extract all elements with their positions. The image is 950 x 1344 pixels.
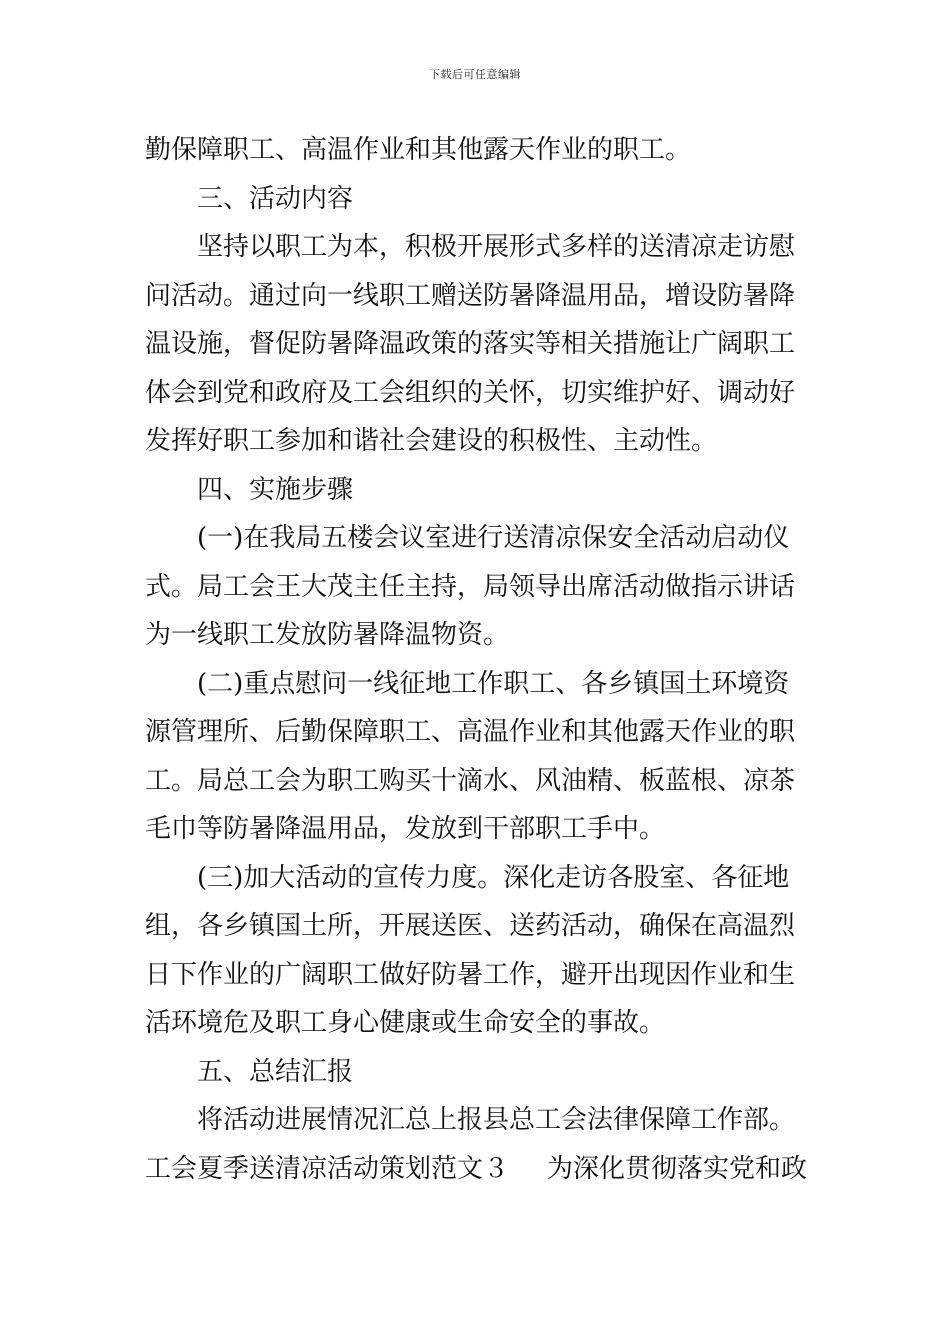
paragraph-line: 毛巾等防暑降温用品，发放到干部职工手中。 (145, 814, 666, 844)
paragraph-line: 勤保障职工、高温作业和其他露天作业的职工。 (145, 135, 692, 165)
section-heading: 五、总结汇报 (197, 1056, 354, 1087)
paragraph-line: 组，各乡镇国土所，开展送医、送药活动，确保在高温烈 (145, 911, 796, 941)
section-heading: 三、活动内容 (197, 183, 354, 214)
paragraph-line: 式。局工会王大茂主任主持，局领导出席活动做指示讲话 (145, 571, 796, 602)
paragraph-line: (三)加大活动的宣传力度。深化走访各股室、各征地 (197, 862, 790, 893)
paragraph-line: 体会到党和政府及工会组织的关怀，切实维护好、调动好 (145, 377, 796, 408)
title-line (145, 1145, 807, 1194)
paragraph-line: 活环境危及职工身心健康或生命安全的事故。 (145, 1008, 666, 1038)
paragraph-line: 日下作业的广阔职工做好防暑工作，避开出现因作业和生 (145, 959, 796, 990)
document-body (145, 126, 807, 1193)
paragraph-line: 坚持以职工为本，积极开展形式多样的送清凉走访慰 (197, 232, 796, 262)
page-header: 下载后可任意编辑 (429, 68, 521, 81)
paragraph-line: 温设施，督促防暑降温政策的落实等相关措施让广阔职工 (145, 329, 796, 359)
paragraph-line: 为一线职工发放防暑降温物资。 (145, 620, 510, 650)
paragraph-line: 发挥好职工参加和谐社会建设的积极性、主动性。 (145, 426, 718, 456)
paragraph-line: (二)重点慰问一线征地工作职工、各乡镇国土环境资 (197, 668, 790, 699)
section-heading: 四、实施步骤 (197, 474, 354, 505)
next-article-title: 工会夏季送清凉活动策划范文３ (145, 1153, 510, 1184)
paragraph-line: 工。局总工会为职工购买十滴水、风油精、板蓝根、凉茶 (145, 765, 796, 796)
paragraph-line: 问活动。通过向一线职工赠送防暑降温用品，增设防暑降 (145, 280, 796, 311)
paragraph-line: (一)在我局五楼会议室进行送清凉保安全活动启动仪 (197, 523, 790, 553)
next-article-opening: 为深化贯彻落实党和政 (546, 1153, 807, 1184)
paragraph-line: 源管理所、后勤保障职工、高温作业和其他露天作业的职 (145, 717, 796, 747)
paragraph-line: 将活动进展情况汇总上报县总工会法律保障工作部。 (197, 1105, 796, 1135)
